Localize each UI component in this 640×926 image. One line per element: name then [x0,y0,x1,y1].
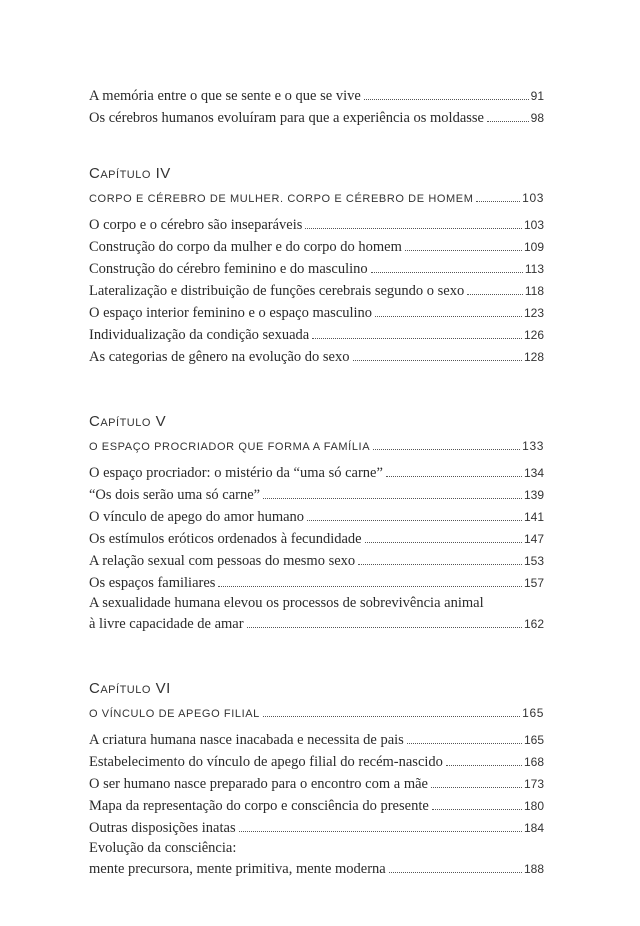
toc-entry-page: 157 [523,576,544,590]
chapter-subtitle-page: 165 [522,706,544,720]
toc-entry [89,817,544,839]
toc-entry [89,462,544,484]
toc-entry [89,858,544,880]
toc-entry-page: 153 [523,554,544,568]
toc-entry [89,85,544,107]
toc-entry-page: 91 [530,89,544,103]
dot-leader [312,338,522,339]
toc-entry [89,280,544,302]
toc-entry-multiline [89,594,544,635]
toc-entry-title: Os estímulos eróticos ordenados à fecundidade [89,531,362,547]
chapter-subtitle [89,437,544,456]
toc-entry-title: As categorias de gênero na evolução do sexo [89,349,350,365]
toc-entry-page: 173 [523,777,544,791]
dot-leader [407,743,522,744]
chapter-label: Capítulo VI [89,680,171,697]
chapter-subtitle-text: O ESPAÇO PROCRIADOR QUE FORMA A FAMÍLIA [89,441,371,453]
dot-leader [218,586,522,587]
dot-leader [405,250,522,251]
toc-entry [89,107,544,129]
toc-entry-title: Outras disposições inatas [89,820,236,836]
toc-entry-page: 139 [523,488,544,502]
toc-entry-title: Os espaços familiares [89,575,216,591]
toc-entry-page: 113 [524,262,544,276]
toc-entry-page: 103 [523,218,544,232]
toc-entry-first-line: A sexualidade humana elevou os processos de sobrevivência animal [89,595,484,611]
toc-entry [89,751,544,773]
dot-leader [364,99,529,100]
toc-entry-page: 165 [523,733,544,747]
chapter-subtitle-text: CORPO E CÉREBRO DE MULHER. CORPO E CÉREBRO DE HOMEM [89,193,474,205]
toc-entry-multiline [89,839,544,880]
dot-leader [375,316,522,317]
toc-entry [89,236,544,258]
toc-entry-first-line: Evolução da consciência: [89,840,237,856]
chapter-subtitle-page: 103 [522,191,544,205]
dot-leader [365,542,522,543]
dot-leader [431,787,522,788]
dot-leader [476,201,520,202]
toc-entry-page: 162 [523,617,544,631]
dot-leader [263,716,520,717]
chapter-subtitle [89,704,544,723]
toc-entry-page: 141 [523,510,544,524]
toc-entry-page: 180 [523,799,544,813]
dot-leader [446,765,522,766]
toc-entry-page: 123 [523,306,544,320]
toc-entry-title: mente precursora, mente primitiva, mente moderna [89,861,386,877]
dot-leader [467,294,523,295]
dot-leader [487,121,529,122]
toc-entry [89,258,544,280]
toc-entry [89,214,544,236]
chapter-subtitle-page: 133 [522,439,544,453]
dot-leader [373,449,520,450]
toc-entry-title: “Os dois serão uma só carne” [89,487,261,503]
toc-entry [89,773,544,795]
toc-entry-page: 118 [524,284,544,298]
toc-entry-title: Individualização da condição sexuada [89,327,310,343]
toc-entry-page: 168 [523,755,544,769]
dot-leader [353,360,522,361]
toc-entry-title: O espaço procriador: o mistério da “uma só carne” [89,465,383,481]
toc-entry-title: A relação sexual com pessoas do mesmo sexo [89,553,356,569]
toc-entry-title: Construção do corpo da mulher e do corpo do homem [89,239,402,255]
chapter-section [89,680,544,880]
toc-entry [89,506,544,528]
toc-entry [89,550,544,572]
toc-entry-page: 147 [523,532,544,546]
toc-entry-title: à livre capacidade de amar [89,616,244,632]
chapter-section [89,413,544,635]
toc-entry-title: Os cérebros humanos evoluíram para que a experiência os moldasse [89,110,484,126]
toc-entry-title: Mapa da representação do corpo e consciência do presente [89,798,429,814]
toc-entry-title: O espaço interior feminino e o espaço masculino [89,305,373,321]
toc-entry-page: 188 [523,862,544,876]
dot-leader [305,228,522,229]
toc-entry-title: Estabelecimento do vínculo de apego filial do recém-nascido [89,754,443,770]
chapter-section [89,165,544,368]
dot-leader [263,498,522,499]
toc-entry-title: Construção do cérebro feminino e do masculino [89,261,368,277]
dot-leader [307,520,522,521]
toc-entry-page: 98 [530,111,544,125]
toc-entry-title: A memória entre o que se sente e o que se vive [89,88,361,104]
toc-entry-title: O corpo e o cérebro são inseparáveis [89,217,303,233]
chapter-label: Capítulo IV [89,165,171,182]
toc-entry-page: 134 [523,466,544,480]
table-of-contents [89,85,544,880]
dot-leader [386,476,522,477]
dot-leader [247,627,522,628]
chapters [89,165,544,880]
toc-entry [89,729,544,751]
toc-entry [89,613,544,635]
toc-entry [89,484,544,506]
toc-entry-page: 126 [523,328,544,342]
toc-entry [89,302,544,324]
chapter-subtitle-text: O VÍNCULO DE APEGO FILIAL [89,708,260,720]
dot-leader [432,809,522,810]
toc-entry [89,572,544,594]
dot-leader [371,272,523,273]
chapter-subtitle [89,189,544,208]
dot-leader [239,831,522,832]
toc-entry [89,528,544,550]
toc-entry [89,795,544,817]
dot-leader [358,564,522,565]
chapter-label: Capítulo V [89,413,167,430]
toc-entry-page: 184 [523,821,544,835]
dot-leader [389,872,522,873]
toc-entry [89,324,544,346]
toc-entry-title: O ser humano nasce preparado para o encontro com a mãe [89,776,428,792]
intro-entries [89,85,544,129]
toc-entry-page: 109 [523,240,544,254]
toc-entry-title: O vínculo de apego do amor humano [89,509,305,525]
toc-entry-title: A criatura humana nasce inacabada e necessita de pais [89,732,404,748]
toc-entry [89,346,544,368]
toc-entry-title: Lateralização e distribuição de funções cerebrais segundo o sexo [89,283,465,299]
toc-entry-page: 128 [523,350,544,364]
